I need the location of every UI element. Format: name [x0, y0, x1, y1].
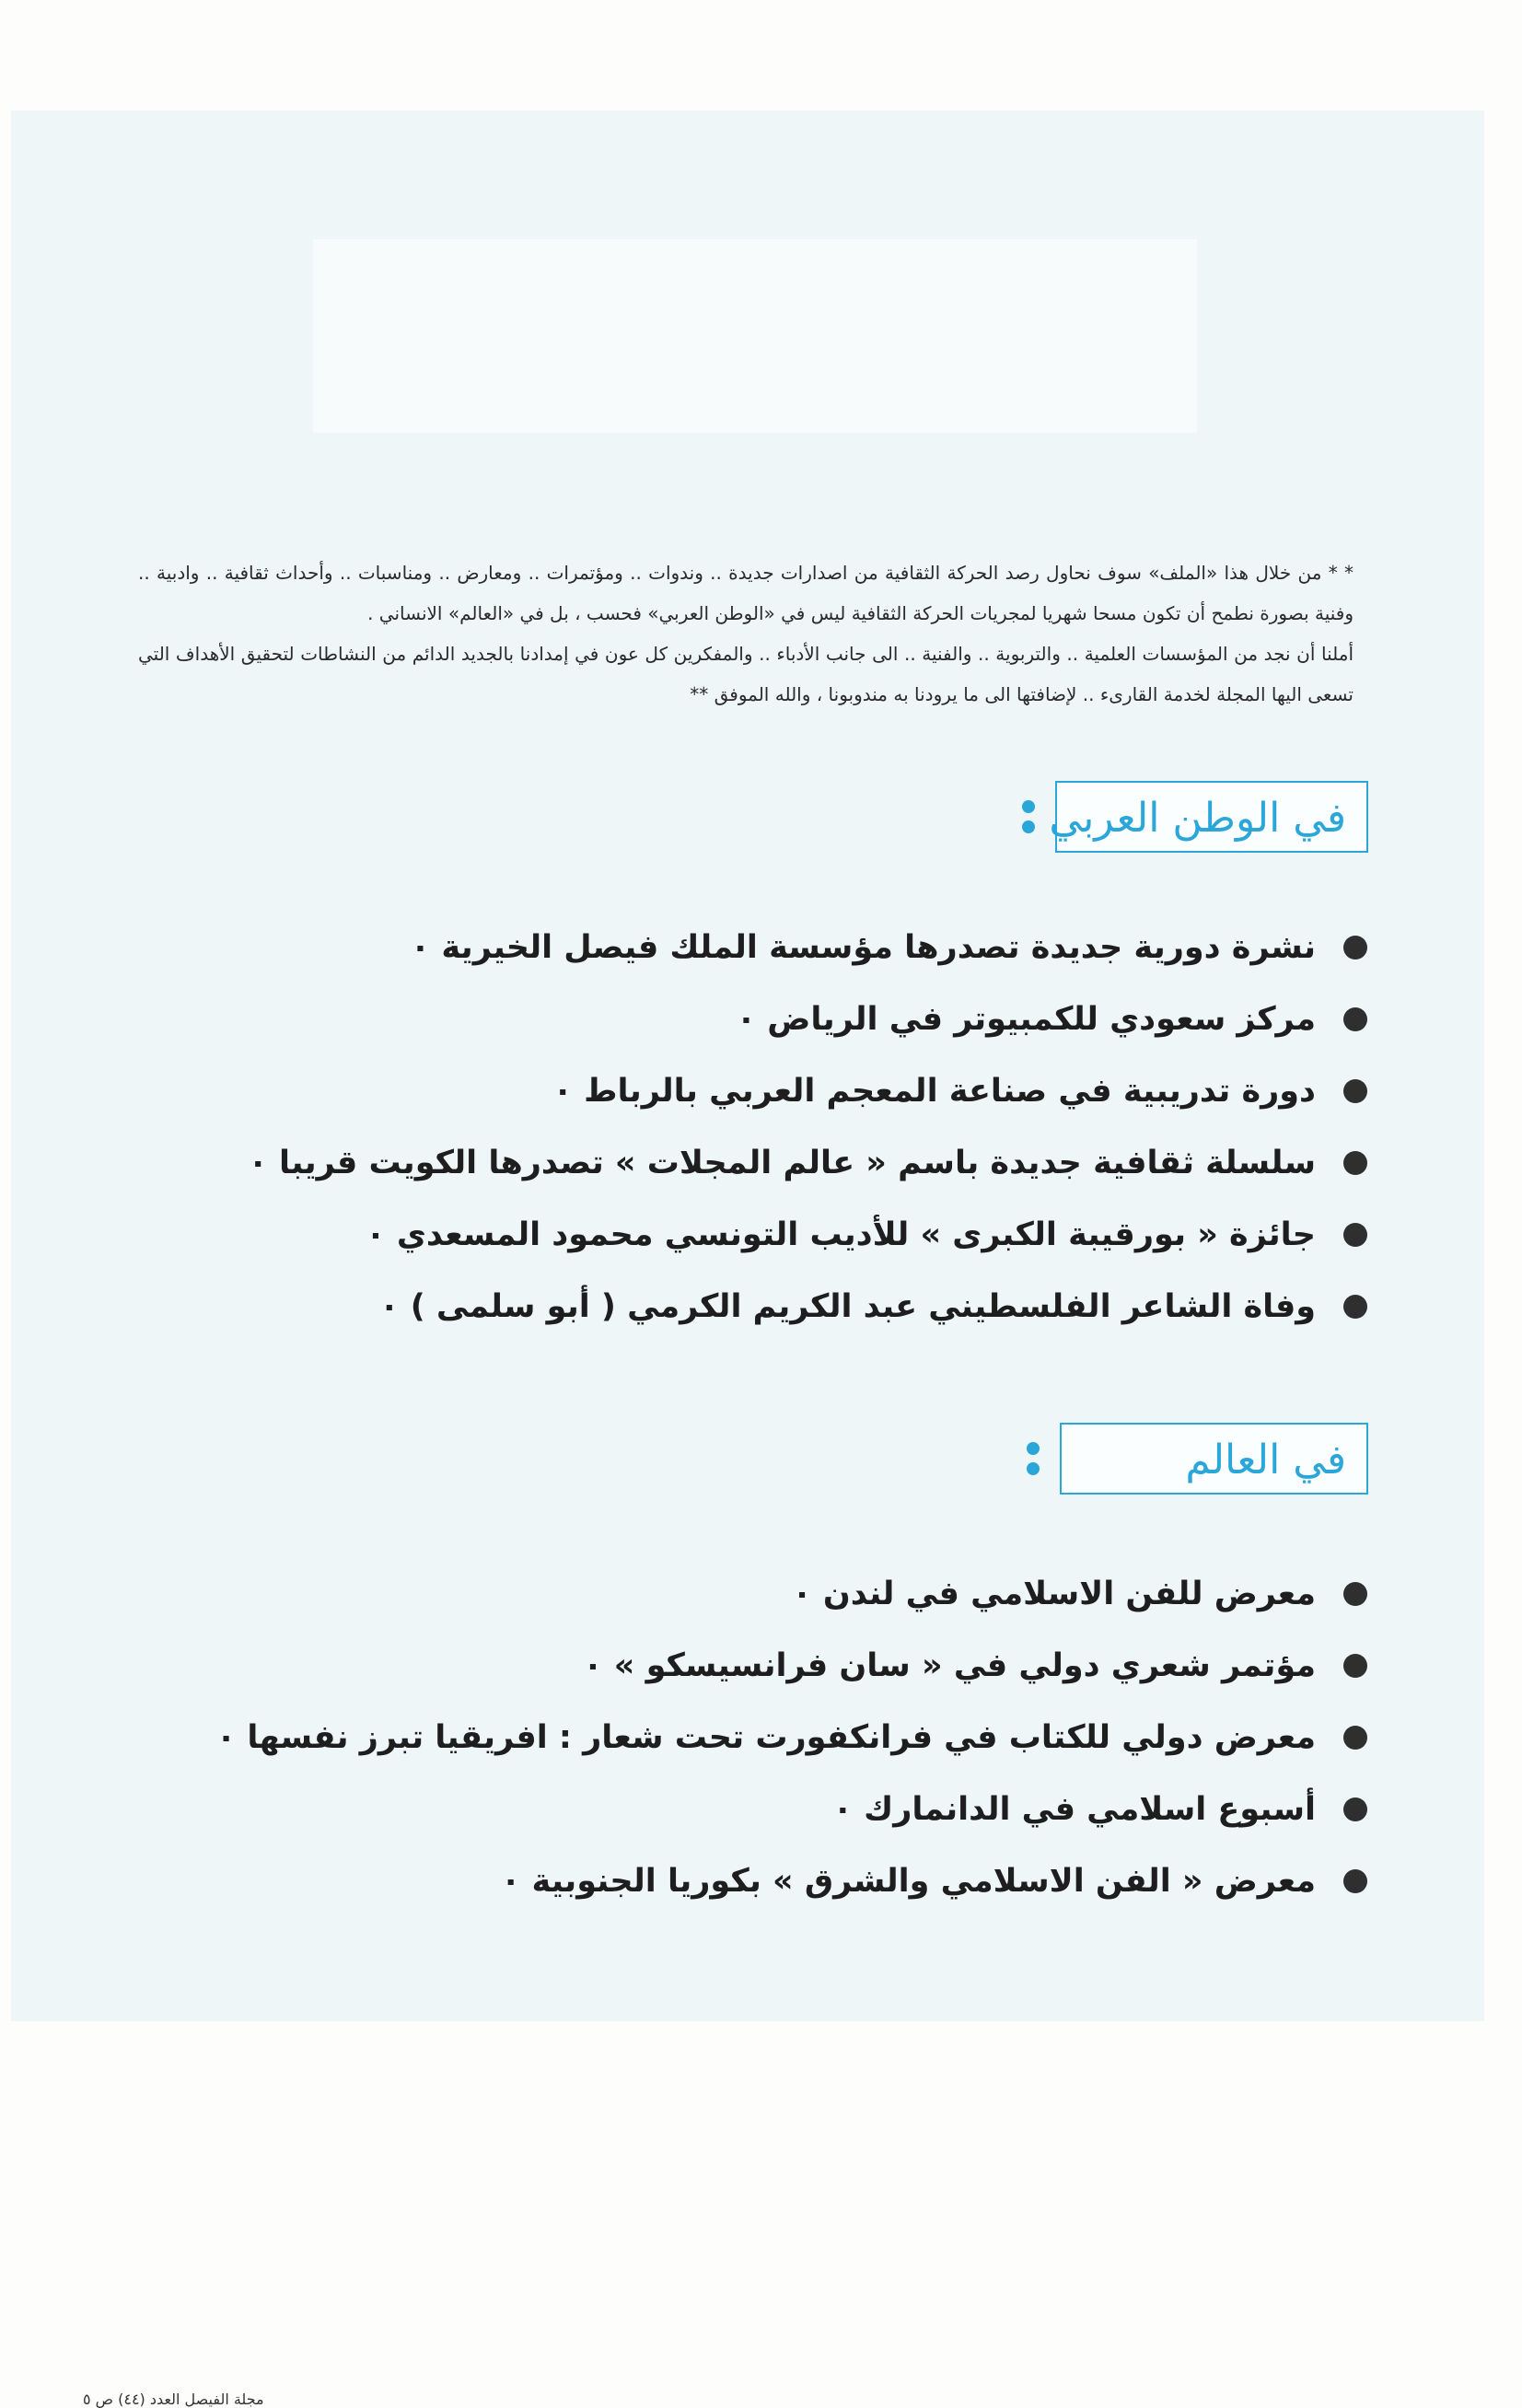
section-title-box: في الوطن العربي	[1055, 781, 1368, 853]
list-item-text: أسبوع اسلامي في الدانمارك ٠	[832, 1791, 1316, 1828]
colon-icon	[1022, 800, 1035, 833]
list-item	[215, 1702, 1367, 1774]
bullet-icon	[1343, 1223, 1367, 1247]
colon-icon	[1027, 1442, 1040, 1475]
header-banner	[313, 239, 1197, 433]
list-item	[354, 983, 1367, 1055]
list-item	[354, 1199, 1367, 1271]
section-title-arab-world	[1022, 781, 1368, 853]
list-item-text: مؤتمر شعري دولي في « سان فرانسيسكو » ٠	[583, 1647, 1316, 1684]
list-item-text: معرض دولي للكتاب في فرانكفورت تحت شعار : افريقيا تبرز نفسها ٠	[215, 1719, 1316, 1756]
list-item-text: معرض « الفن الاسلامي والشرق » بكوريا الجنوبية ٠	[500, 1863, 1316, 1900]
bullet-icon	[1343, 1079, 1367, 1103]
list-item	[354, 1558, 1367, 1630]
list-item	[354, 912, 1367, 983]
list-item	[354, 1271, 1367, 1343]
list-item	[354, 1845, 1367, 1917]
list-item-text: نشرة دورية جديدة تصدرها مؤسسة الملك فيصل الخيرية ٠	[410, 929, 1316, 966]
bullet-icon	[1343, 1582, 1367, 1606]
list-item-text: جائزة « بورقيبة الكبرى » للأديب التونسي محمود المسعدي ٠	[366, 1216, 1316, 1253]
list-item-text: سلسلة ثقافية جديدة باسم « عالم المجلات » تصدرها الكويت قريبا ٠	[248, 1145, 1316, 1181]
list-item	[248, 1127, 1367, 1199]
bullet-icon	[1343, 1007, 1367, 1031]
bullet-icon	[1343, 1869, 1367, 1893]
list-item	[354, 1774, 1367, 1845]
section-title-box: في العالم	[1060, 1423, 1368, 1495]
list-item-text: مركز سعودي للكمبيوتر في الرياض ٠	[736, 1001, 1316, 1038]
bullet-icon	[1343, 1151, 1367, 1175]
intro-paragraph-2: أملنا أن نجد من المؤسسات العلمية .. والتربوية .. والفنية .. الى جانب الأدباء .. والمفكرين كل عون في إمدادنا بالجديد الدائم من النشاطات لتحقيق الأهداف التي تسعى اليها المجلة لخدمة القارىء .. لإضافتها الى ما يرودنا به مندوبونا ، والله الموفق **	[138, 643, 1354, 705]
world-news-list	[215, 1558, 1367, 1917]
section-title-world	[1027, 1423, 1368, 1495]
intro-text	[138, 553, 1354, 715]
bullet-icon	[1343, 936, 1367, 960]
intro-paragraph-1: * * من خلال هذا «الملف» سوف نحاول رصد الحركة الثقافية من اصدارات جديدة .. وندوات .. ومؤتمرات .. ومعارض .. ومناسبات .. وأحداث ثقافية .. وادبية .. وفنية بصورة نطمح أن تكون مسحا شهريا لمجريات الحركة الثقافية ليس في «الوطن العربي» فحسب ، بل في «العالم» الانساني .	[138, 562, 1354, 624]
arab-world-news-list	[248, 912, 1367, 1343]
bullet-icon	[1343, 1797, 1367, 1821]
list-item	[354, 1630, 1367, 1702]
page-footer: مجلة الفيصل العدد (٤٤) ص ٥	[83, 2391, 264, 2408]
bullet-icon	[1343, 1295, 1367, 1319]
list-item-text: معرض للفن الاسلامي في لندن ٠	[792, 1576, 1316, 1612]
list-item-text: وفاة الشاعر الفلسطيني عبد الكريم الكرمي ( أبو سلمى ) ٠	[379, 1288, 1316, 1325]
list-item-text: دورة تدريبية في صناعة المعجم العربي بالرباط ٠	[552, 1073, 1316, 1110]
bullet-icon	[1343, 1726, 1367, 1750]
list-item	[354, 1055, 1367, 1127]
bullet-icon	[1343, 1654, 1367, 1678]
